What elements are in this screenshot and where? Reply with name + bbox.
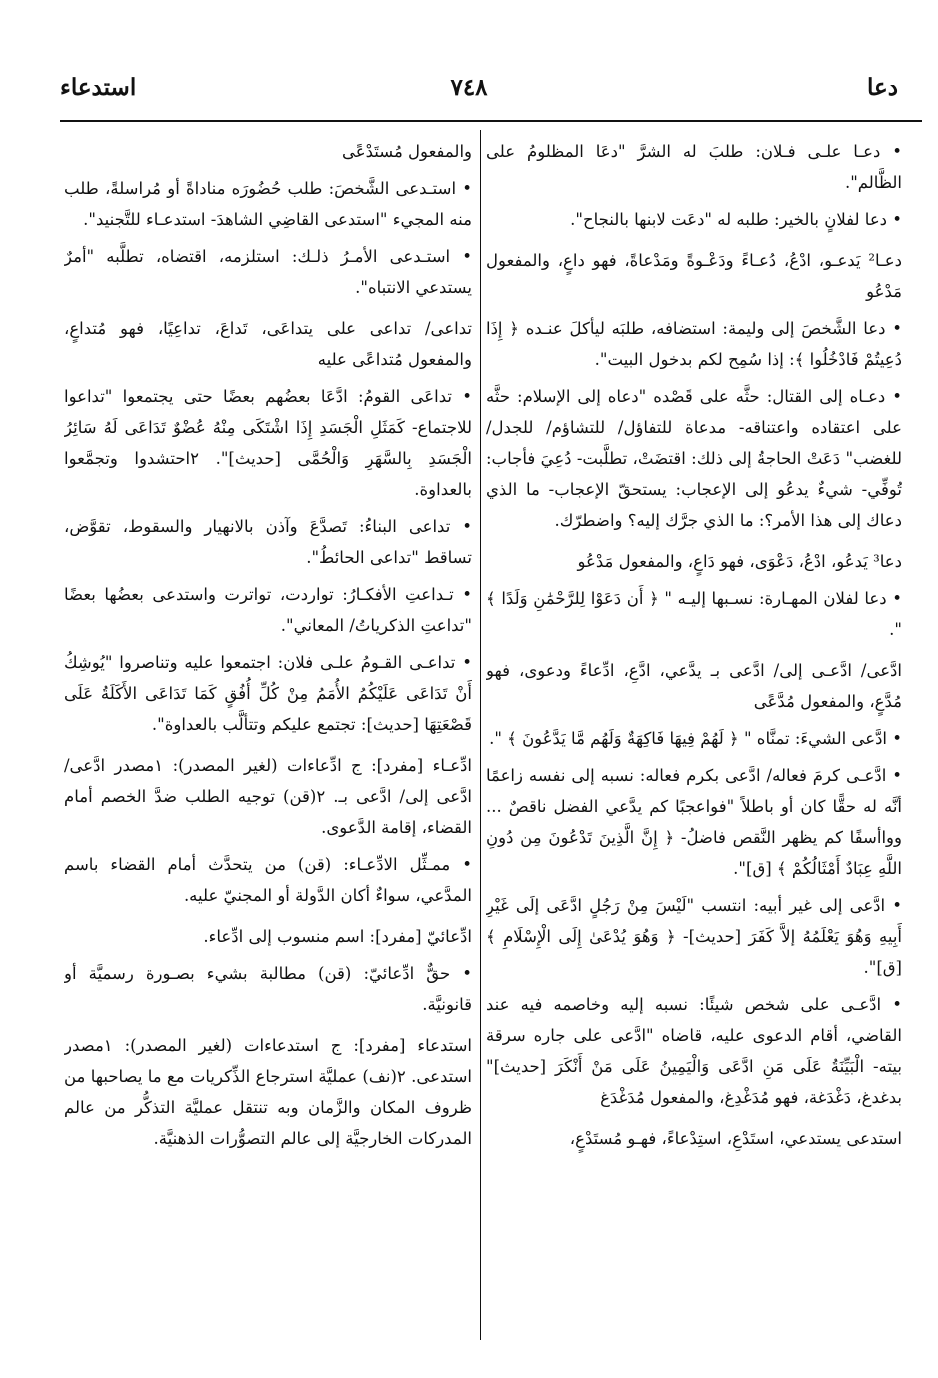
entry-paragraph: • تداعَى القومُ: ادَّعَا بعضُهم بعضًا حتى يجتمعوا "تداعوا للاجتماع- كَمَثَلِ الْجَسَدِ إِذَا اشْتَكَى مِنْهُ عُضْوٌ تَدَاعَى لَهُ سَائِرُ الْجَسَدِ بِالسَّهَرِ وَالْحُمَّى [حديث]". ٢احتشدوا وتجمَّعوا بالعداوة. xyxy=(64,387,472,499)
header-rule xyxy=(60,120,922,122)
entry-paragraph: • ممـثِّل الادِّعـاء: (قن) من يتحدَّث أمام القضاء باسم المدَّعي، سواءٌ أكان الدَّولة أو المجنيّ عليه. xyxy=(64,855,472,905)
headword-entry: ادِّعـاء [مفرد]: ج ادِّعاءات (لغير المصدر): ١مصدر ادَّعى/ ادَّعى إلى/ ادَّعى بـ. ٢(قن) توجيه الطلب ضدَّ الخصم أمام القضاء، إقامة الدَّعوى. xyxy=(64,756,472,837)
page-number: ٧٤٨ xyxy=(450,74,488,101)
entry-paragraph: • دعا الشَّخصَ إلى وليمة: استضافه، طلبَه ليأكلَ عنـده ﴿ إِذَا دُعِيتُمْ فَادْخُلُوا ﴾: إذا سُمِح لكم بدخول البيت". xyxy=(486,319,902,369)
entry-paragraph: والمفعول مُستَدْعًى xyxy=(342,142,472,161)
entry-paragraph: • ادَّعـى كرمَ فعاله/ ادَّعى بكرم فعاله: نسبه إلى نفسه زاعمًا أنَّه له حقًّا كان أو باطلاً "فواعجبًا كم يدَّعي الفضل ناقصٌ ... وواأسفًا كم يظهر النَّقص فاضلُ- ﴿ إِنَّ الَّذِينَ تَدْعُونَ مِن دُونِ اللَّهِ عِبَادٌ أَمْثَالُكُمْ ﴾ [ق]". xyxy=(486,766,902,878)
headword-entry: استدعاء [مفرد]: ج استدعاءات (لغير المصدر): ١مصدر استدعى. ٢(نف) عمليَّة استرجاع الذِّكريات مع ما يصاحبها من ظروف المكان والزَّمان وبه تنتقل عمليَّة التذكُّر من عالم المدركات الخارجيَّة إلى عالم التصوُّرات الذهنيَّة. xyxy=(64,1036,472,1148)
column-divider xyxy=(480,130,481,1340)
entry-paragraph: • استـدعى الشَّخصَ: طلب حُضُورَه مناداةً أو مُراسلةً، طلب منه المجيء "استدعى القاضِي الشاهدَ- استدعـاء للتَّجنيد". xyxy=(64,179,472,229)
entry-paragraph: • دعا لفلانٍ بالخير: طلبه له "دعَت لابنها بالنجاح". xyxy=(570,210,902,229)
entry-paragraph: • تداعى البناءُ: تَصدَّعَ وآذن بالانهيار والسقوط، تقوَّض، تساقط "تداعى الحائطُ". xyxy=(64,517,472,567)
right-column xyxy=(486,136,902,1336)
entry-paragraph: • دعـاه إلى القتال: حثَّه على قَصْده "دعاه إلى الإسلام: حثَّه على اعتقاده واعتناقه- مدعاة للتفاؤل/ للتشاؤم/ للجدل/ للغضب" دَعَتْ الحاجةُ إلى ذلك: اقتضَتْ، تطلَّبت- دُعِيَ فأجاب: تُوفِّي- شيءٌ يدعُو إلى الإعجاب: يستحقّ الإعجاب- ما الذي دعاك إلى هذا الأمر؟: ما الذي جرَّك إليه؟ واضطرّك. xyxy=(486,387,902,530)
headword-entry: دعـا² يَدعـو، ادْعُ، دُعـاءً ودَعْـوةً ومَدْعاةً، فهو داعٍ، والمفعول مَدْعُو xyxy=(486,251,902,301)
entry-paragraph: • دعـا علـى فـلان: طلبَ له الشرَّ "دعَا المظلومُ على الظَّالم". xyxy=(486,142,902,192)
entry-paragraph: • ادَّعى إلى غير أبيه: انتسب "لَيْسَ مِنْ رَجُلٍ ادَّعَى إلَى غَيْرِ أَبِيهِ وَهُوَ يَعْلَمُهُ إلاَّ كَفَرَ [حديث]- ﴿ وَهُوَ يُدْعَىٰ إِلَى الْإِسْلَامِ ﴾ [ق]". xyxy=(486,896,902,977)
entry-paragraph: • ادَّعـى على شخص شيئًا: نسبه إليه وخاصمه فيه عند القاضي، أقام الدعوى عليه، قاضاه "ادَّعى على جاره سرقة بيته- الْبَيِّنَةُ عَلَى مَنِ ادَّعَى وَالْيَمِينُ عَلَى مَنْ أَنْكَرَ [حديث]" بدغدغ، دَغْدَغة، فهو مُدَغْدِغ، والمفعول مُدَغْدَغ xyxy=(486,995,902,1107)
running-header-right: دعا xyxy=(867,74,898,101)
entry-paragraph: • تـداعتِ الأفكـارُ: تواردت، تواترت واستدعى بعضُها بعضًا "تداعتِ الذكرياتُ/ المعاني". xyxy=(64,585,472,635)
headword-entry: دعا³ يَدعُو، ادْعُ، دَعْوَى، فهو دَاعٍ، والمفعول مَدْعُو xyxy=(577,552,902,571)
entry-paragraph: • ادَّعى الشيءَ: تمنَّاه " ﴿ لَهُمْ فِيهَا فَاكِهَةٌ وَلَهُم مَّا يَدَّعُونَ ﴾ ". xyxy=(489,729,902,748)
entry-paragraph: • تداعـى القـومُ علـى فلان: اجتمعوا عليه وتناصروا "يُوشِكُ أَنْ تَدَاعَى عَلَيْكُمُ الأُمَمُ مِنْ كُلِّ أُفُقٍ كَمَا تَدَاعَى الأَكَلَةُ عَلَى قَصْعَتِهَا [حديث]: تجتمع عليكم وتتألَّب بالعداوة". xyxy=(64,653,472,734)
headword-entry: استدعى يستدعي، استَدْعِ، استِدْعاءً، فهـو مُستَدْعٍ، xyxy=(569,1129,902,1148)
left-column xyxy=(64,136,472,1336)
headword-entry: تداعى/ تداعى على يتداعَى، تَداعَ، تداعِيًا، فهو مُتداعٍ، والمفعول مُتداعًى عليه xyxy=(64,319,472,369)
headword-entry: ادَّعى/ ادَّعـى إلى/ ادَّعى بـ يدَّعي، ادَّعِ، ادِّعاءً ودعوى، فهو مُدَّعٍ، والمفعول مُدَّعًى xyxy=(486,661,902,711)
entry-paragraph: • دعا لفلان المهـارة: نسـبها إليـه " ﴿ أَن دَعَوْا لِلرَّحْمَٰنِ وَلَدًا ﴾ ". xyxy=(486,589,902,639)
running-header-left: استدعاء xyxy=(60,74,137,101)
entry-paragraph: • استـدعى الأمـرُ ذلـك: استلزمه، اقتضاه، تطلَّبه "أمرٌ يستدعي الانتباه". xyxy=(64,247,472,297)
headword-entry: ادِّعائيّ [مفرد]: اسم منسوب إلى ادِّعاء. xyxy=(203,927,472,946)
entry-paragraph: • حقٌّ ادِّعائيّ: (قن) مطالبة بشيء بصـورة رسميَّة أو قانونيَّة. xyxy=(64,964,472,1014)
